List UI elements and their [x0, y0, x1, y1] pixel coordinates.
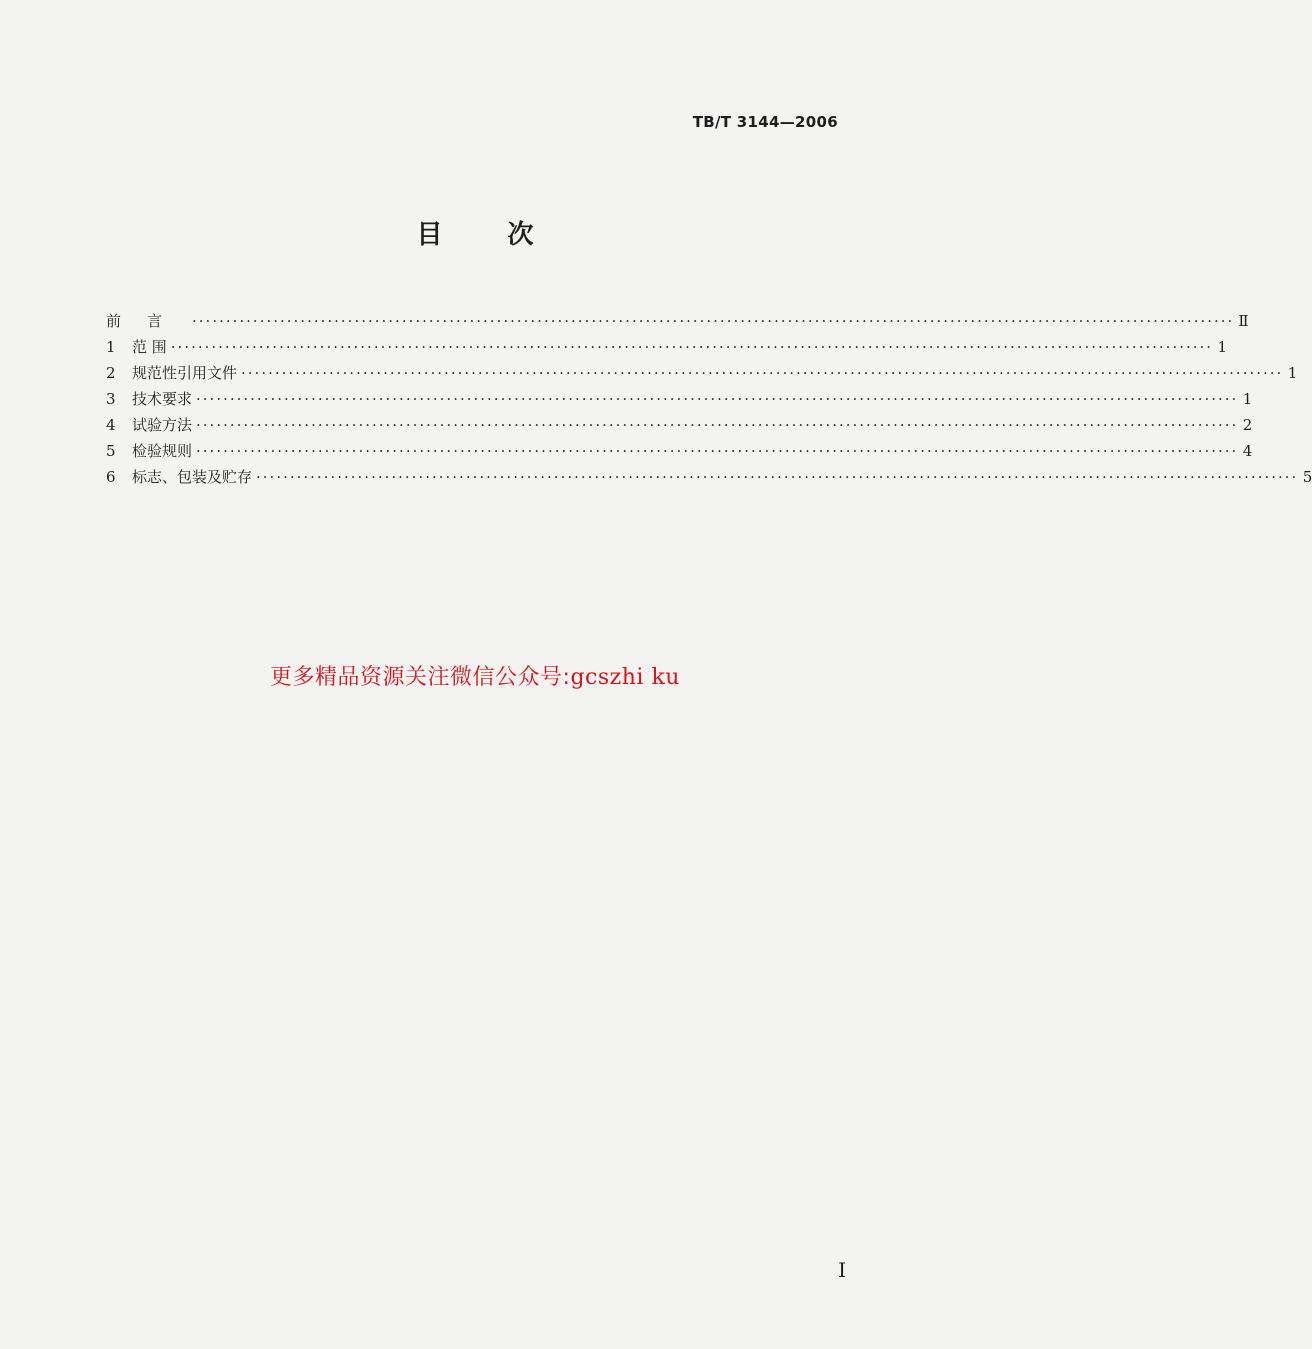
toc-title: 目 次	[416, 220, 562, 250]
toc-entry-label: 技术要求	[132, 390, 193, 408]
toc-leader-dots: ··························································································································································	[256, 468, 1299, 486]
toc-leader-dots: ··························································································································································	[170, 338, 1214, 356]
toc-entry-page: 1	[1242, 390, 1253, 408]
toc-entry-page: 5	[1302, 468, 1312, 486]
toc-leader-dots: ··························································································································································	[196, 390, 1239, 408]
toc-entry-page: Ⅱ	[1238, 312, 1249, 330]
page-number: I	[838, 1258, 846, 1282]
toc-entry-scope	[106, 336, 1228, 362]
toc-leader-dots: ··························································································································································	[241, 364, 1284, 382]
toc-entry-label: 范 围	[132, 338, 167, 356]
toc-entry-number: 3	[106, 390, 116, 408]
toc-entry-label: 前言	[106, 312, 189, 330]
toc-entry-page: 4	[1242, 442, 1253, 460]
toc-entry-inspection-rules	[106, 440, 1253, 466]
watermark-prefix: 更多精品资源关注微信公众号:	[270, 665, 571, 690]
toc-entry-label: 试验方法	[132, 416, 193, 434]
standard-code: TB/T 3144—2006	[692, 113, 838, 131]
toc-entry-test-methods	[106, 414, 1253, 440]
toc-entry-page: 2	[1242, 416, 1253, 434]
toc-leader-dots: ··························································································································································	[196, 442, 1239, 460]
toc-leader-dots: ··························································································································································	[196, 416, 1239, 434]
toc-entry-marking-packaging-storage	[106, 466, 1312, 492]
toc-entry-page: 1	[1287, 364, 1298, 382]
toc-entry-label: 检验规则	[132, 442, 193, 460]
toc-entry-number: 1	[106, 338, 116, 356]
toc-entry-number: 2	[106, 364, 116, 382]
watermark-account: gcszhi ku	[570, 665, 680, 690]
table-of-contents	[106, 310, 1312, 492]
toc-entry-number: 4	[106, 416, 116, 434]
toc-entry-label: 标志、包装及贮存	[132, 468, 253, 486]
toc-leader-dots: ··························································································································································	[192, 312, 1235, 330]
toc-entry-number: 5	[106, 442, 116, 460]
toc-entry-number: 6	[106, 468, 116, 486]
toc-entry-preface	[106, 310, 1249, 336]
toc-entry-normative-references	[106, 362, 1298, 388]
toc-entry-label: 规范性引用文件	[132, 364, 238, 382]
toc-entry-technical-requirements	[106, 388, 1253, 414]
promo-watermark	[0, 660, 950, 691]
toc-entry-page: 1	[1217, 338, 1228, 356]
